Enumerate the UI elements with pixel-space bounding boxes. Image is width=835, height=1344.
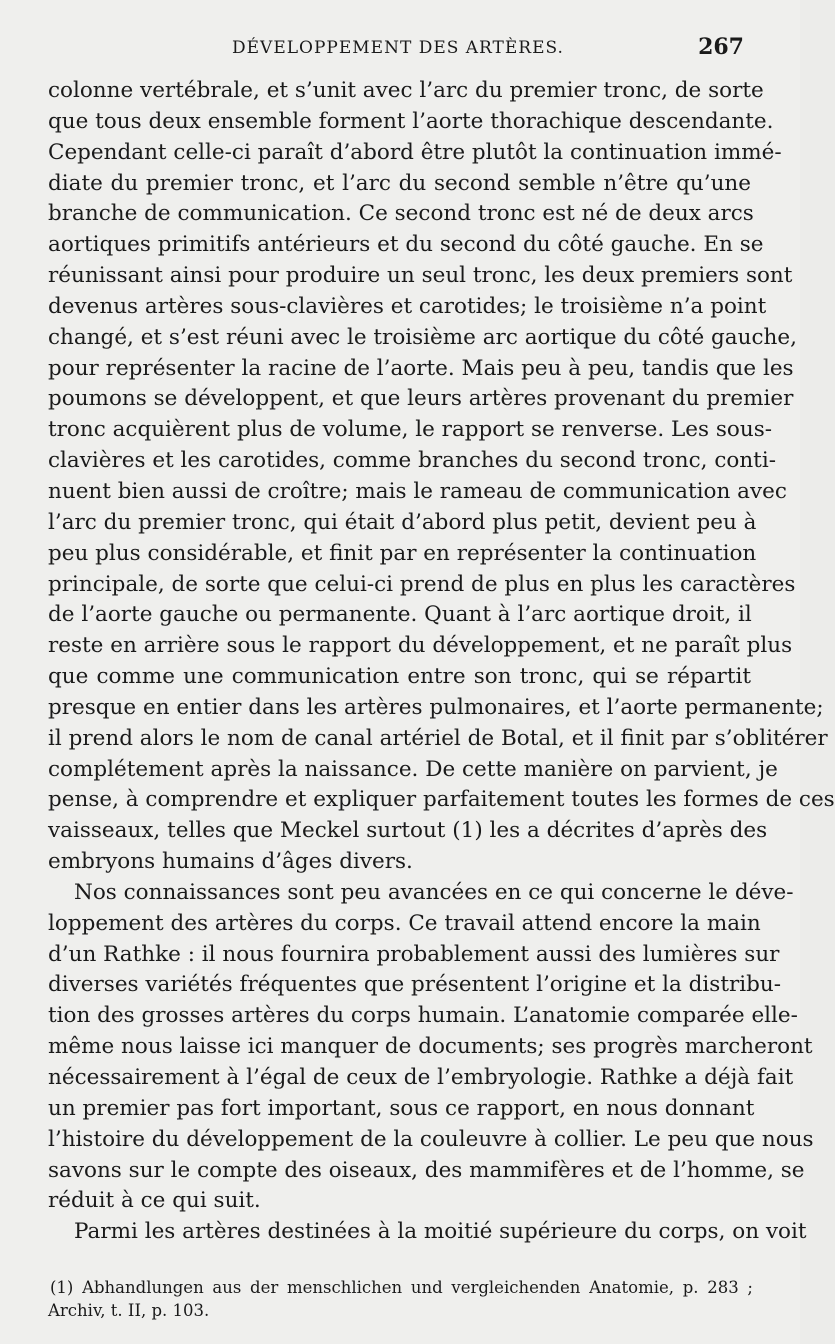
text-line: diverses variétés fréquentes que présentent l’origine et la distribu-: [48, 972, 781, 998]
text-line: de l’aorte gauche ou permanente. Quant à l’arc aortique droit, il: [48, 602, 752, 628]
text-line: changé, et s’est réuni avec le troisième arc aortique du côté gauche,: [48, 324, 797, 350]
text-line: pense, à comprendre et expliquer parfaitement toutes les formes de ces: [48, 787, 835, 813]
footnote-line: (1) Abhandlungen aus der menschlichen und vergleichenden Anatomie, p. 283 ;: [50, 1278, 753, 1297]
text-line: tronc acquièrent plus de volume, le rapport se renverse. Les sous-: [48, 417, 772, 443]
text-line: presque en entier dans les artères pulmonaires, et l’aorte permanente;: [48, 694, 824, 720]
text-line: Parmi les artères destinées à la moitié supérieure du corps, on voit: [74, 1219, 807, 1245]
text-line: pour représenter la racine de l’aorte. Mais peu à peu, tandis que les: [48, 355, 794, 381]
page-header: [48, 34, 748, 66]
text-line: colonne vertébrale, et s’unit avec l’arc du premier tronc, de sorte: [48, 78, 764, 103]
text-line: clavières et les carotides, comme branches du second tronc, conti-: [48, 448, 776, 474]
text-line: réduit à ce qui suit.: [48, 1188, 261, 1214]
text-line: complétement après la naissance. De cette manière on parvient, je: [48, 756, 778, 782]
text-line: réunissant ainsi pour produire un seul tronc, les deux premiers sont: [48, 263, 793, 289]
text-line: savons sur le compte des oiseaux, des mammifères et de l’homme, se: [48, 1157, 805, 1183]
text-line: nuent bien aussi de croître; mais le rameau de communication avec: [48, 478, 787, 504]
text-line: loppement des artères du corps. Ce travail attend encore la main: [48, 910, 761, 936]
text-line: nécessairement à l’égal de ceux de l’embryologie. Rathke a déjà fait: [48, 1065, 794, 1090]
text-line: l’arc du premier tronc, qui était d’abord plus petit, devient peu à: [48, 509, 757, 535]
text-line: même nous laisse ici manquer de documents; ses progrès marcheront: [48, 1034, 813, 1060]
text-line: reste en arrière sous le rapport du développement, et ne paraît plus: [48, 633, 793, 659]
text-line: peu plus considérable, et finit par en représenter la continuation: [48, 540, 757, 566]
text-line: vaisseaux, telles que Meckel surtout (1) les a décrites d’après des: [48, 818, 768, 844]
body-text: [48, 76, 835, 1248]
text-line: aortiques primitifs antérieurs et du second du côté gauche. En se: [48, 232, 764, 258]
text-line: l’histoire du développement de la couleuvre à collier. Le peu que nous: [48, 1126, 814, 1152]
text-line: il prend alors le nom de canal artériel de Botal, et il finit par s’oblitérer: [48, 725, 828, 751]
page-number: 267: [698, 34, 744, 60]
text-line: un premier pas fort important, sous ce rapport, en nous donnant: [48, 1095, 755, 1121]
text-line: poumons se développent, et que leurs artères provenant du premier: [48, 386, 794, 412]
footnote: [48, 1276, 753, 1322]
text-line: Nos connaissances sont peu avancées en ce qui concerne le déve-: [74, 879, 794, 905]
text-line: principale, de sorte que celui-ci prend de plus en plus les caractères: [48, 571, 796, 597]
text-line: que tous deux ensemble forment l’aorte thorachique descendante.: [48, 108, 774, 134]
text-line: tion des grosses artères du corps humain. L’anatomie comparée elle-: [48, 1003, 798, 1029]
text-line: embryons humains d’âges divers.: [48, 849, 413, 875]
footnote-line: Archiv, t. II, p. 103.: [48, 1301, 210, 1320]
text-line: devenus artères sous-clavières et carotides; le troisième n’a point: [48, 293, 767, 319]
text-line: Cependant celle-ci paraît d’abord être plutôt la continuation immé-: [48, 139, 782, 165]
text-line: d’un Rathke : il nous fournira probablement aussi des lumières sur: [48, 941, 780, 967]
running-head: DÉVELOPPEMENT DES ARTÈRES.: [232, 38, 564, 58]
text-line: diate du premier tronc, et l’arc du second semble n’être qu’une: [48, 170, 751, 196]
text-line: que comme une communication entre son tronc, qui se répartit: [48, 664, 751, 690]
text-line: branche de communication. Ce second tronc est né de deux arcs: [48, 201, 754, 227]
